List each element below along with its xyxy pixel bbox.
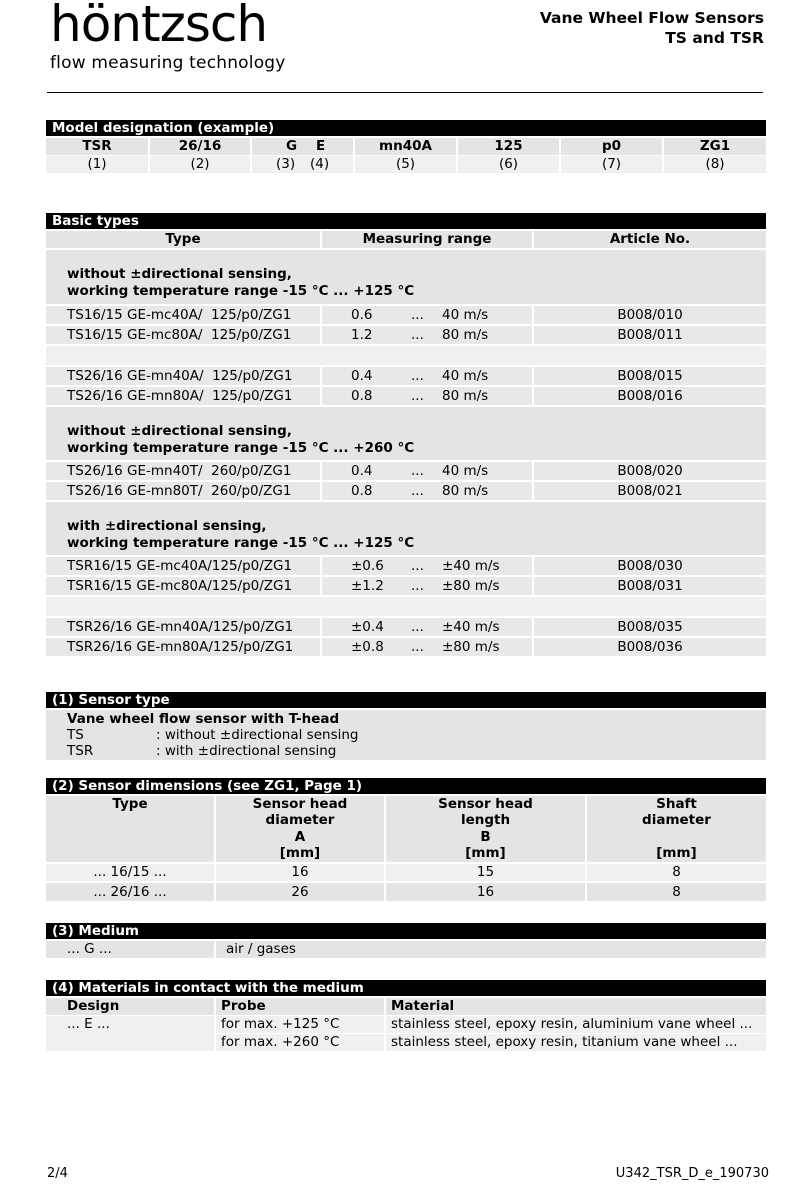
dim-header-line: diameter (265, 812, 335, 829)
range-min: 0.8 (351, 388, 373, 404)
basic-cell-range (322, 638, 532, 656)
basic-cell-range (322, 367, 532, 385)
sensor-type-code: TS (67, 727, 84, 743)
basic-group-header (46, 407, 766, 460)
range-dots: ... (411, 327, 424, 343)
dim-header-line: A (294, 828, 306, 845)
range-min: ±0.4 (351, 619, 384, 635)
range-min: ±0.8 (351, 639, 384, 655)
basic-cell-article: B008/036 (534, 638, 766, 656)
document-id: U342_TSR_D_e_190730 (615, 1166, 769, 1181)
medium-code: ... G ... (46, 941, 214, 958)
model-index: (5) (355, 156, 456, 173)
header-divider (47, 92, 763, 93)
range-max: ±80 m/s (442, 578, 500, 594)
basic-group-line: without ±directional sensing, (67, 266, 292, 282)
model-code-pair (252, 138, 353, 155)
range-dots: ... (411, 368, 424, 384)
sensor-type-desc: : without ±directional sensing (156, 727, 359, 743)
basic-cell-article: B008/016 (534, 387, 766, 405)
dim-header-length (386, 796, 585, 862)
materials-material: stainless steel, epoxy resin, aluminium vane wheel ... (386, 1016, 766, 1033)
range-min: 0.4 (351, 463, 373, 479)
range-max: 40 m/s (442, 368, 489, 384)
range-max: 40 m/s (442, 307, 489, 323)
basic-group-header (46, 250, 766, 304)
materials-header-design: Design (46, 998, 214, 1015)
basic-cell-range (322, 577, 532, 595)
range-max: 80 m/s (442, 327, 489, 343)
basic-spacer-row (46, 597, 766, 616)
dim-header-shaft (587, 796, 766, 862)
basic-cell-type: TS26/16 GE-mn80T/ 260/p0/ZG1 (46, 482, 320, 500)
basic-group-header (46, 502, 766, 555)
model-code: mn40A (355, 138, 456, 155)
model-index-pair (252, 156, 353, 173)
basic-cell-range (322, 326, 532, 344)
range-dots: ... (411, 558, 424, 574)
basic-cell-type: TSR26/16 GE-mn40A/125/p0/ZG1 (46, 618, 320, 636)
basic-cell-article: B008/035 (534, 618, 766, 636)
dim-header-line: length (460, 812, 511, 829)
basic-group-line: without ±directional sensing, (67, 423, 292, 439)
dim-header-line: [mm] (279, 844, 321, 861)
model-index: (4) (310, 156, 330, 172)
basic-cell-type: TSR16/15 GE-mc80A/125/p0/ZG1 (46, 577, 320, 595)
basic-cell-range (322, 462, 532, 480)
basic-cell-article: B008/010 (534, 306, 766, 324)
dimensions-title: (2) Sensor dimensions (see ZG1, Page 1) (46, 778, 766, 794)
dim-header-spacer (587, 829, 766, 845)
sensor-type-code: TSR (67, 743, 94, 759)
materials-probe: for max. +125 °C (216, 1016, 384, 1033)
materials-header-probe: Probe (216, 998, 384, 1015)
medium-desc: air / gases (216, 941, 766, 958)
basic-group-line: working temperature range -15 °C ... +125 °C (67, 283, 415, 299)
dim-cell-a: 16 (216, 864, 384, 881)
basic-cell-type: TS26/16 GE-mn80A/ 125/p0/ZG1 (46, 387, 320, 405)
model-index: (3) (276, 156, 296, 172)
dim-cell-type: ... 26/16 ... (46, 883, 214, 901)
basic-cell-type: TSR16/15 GE-mc40A/125/p0/ZG1 (46, 557, 320, 575)
model-index: (7) (561, 156, 662, 173)
range-min: 0.6 (351, 307, 373, 323)
sensor-type-title: (1) Sensor type (46, 692, 766, 708)
range-dots: ... (411, 463, 424, 479)
document-title-line1: Vane Wheel Flow Sensors (539, 9, 764, 27)
basic-cell-type: TS26/16 GE-mn40T/ 260/p0/ZG1 (46, 462, 320, 480)
range-min: 0.4 (351, 368, 373, 384)
range-dots: ... (411, 483, 424, 499)
basic-cell-range (322, 387, 532, 405)
basic-cell-article: B008/011 (534, 326, 766, 344)
company-logo: höntzsch (50, 0, 268, 53)
dim-header-line: Sensor head (252, 796, 348, 812)
dim-header-line: B (480, 828, 491, 845)
materials-probe: for max. +260 °C (216, 1034, 384, 1051)
basic-spacer-row (46, 346, 766, 365)
dim-cell-type: ... 16/15 ... (46, 864, 214, 881)
basic-header-range: Measuring range (322, 231, 532, 248)
basic-header-article: Article No. (534, 231, 766, 248)
basic-cell-range (322, 482, 532, 500)
range-max: 80 m/s (442, 388, 489, 404)
dim-header-line: Sensor head (438, 796, 533, 812)
range-dots: ... (411, 307, 424, 323)
basic-group-line: with ±directional sensing, (67, 518, 267, 534)
dim-header-line: [mm] (465, 844, 506, 861)
range-min: 0.8 (351, 483, 373, 499)
model-index: (6) (458, 156, 559, 173)
dim-cell-a: 26 (216, 883, 384, 901)
basic-group-line: working temperature range -15 °C ... +125 °C (67, 535, 415, 551)
dim-cell-b: 15 (386, 864, 585, 881)
basic-cell-range (322, 618, 532, 636)
dim-cell-b: 16 (386, 883, 585, 901)
range-min: ±1.2 (351, 578, 384, 594)
range-max: 80 m/s (442, 483, 489, 499)
basic-group-line: working temperature range -15 °C ... +260 °C (67, 440, 415, 456)
model-code: 26/16 (150, 138, 250, 155)
basic-cell-type: TS26/16 GE-mn40A/ 125/p0/ZG1 (46, 367, 320, 385)
dim-header-type (46, 796, 214, 862)
basic-cell-article: B008/021 (534, 482, 766, 500)
dim-header-line: [mm] (656, 844, 697, 861)
basic-cell-article: B008/015 (534, 367, 766, 385)
range-min: 1.2 (351, 327, 373, 343)
basic-cell-article: B008/020 (534, 462, 766, 480)
dim-cell-shaft: 8 (587, 864, 766, 881)
range-max: ±40 m/s (442, 558, 500, 574)
materials-header-material: Material (386, 998, 766, 1015)
basic-cell-type: TSR26/16 GE-mn80A/125/p0/ZG1 (46, 638, 320, 656)
sensor-type-block (46, 710, 766, 760)
basic-cell-type: TS16/15 GE-mc80A/ 125/p0/ZG1 (46, 326, 320, 344)
model-index: (2) (150, 156, 250, 173)
range-min: ±0.6 (351, 558, 384, 574)
range-max: ±80 m/s (442, 639, 500, 655)
dim-header-diameter (216, 796, 384, 862)
range-dots: ... (411, 388, 424, 404)
model-index: (8) (664, 156, 766, 173)
sensor-type-desc: : with ±directional sensing (156, 743, 337, 759)
basic-cell-range (322, 557, 532, 575)
document-title (540, 8, 764, 48)
model-code: E (316, 138, 326, 154)
model-index: (1) (46, 156, 148, 173)
materials-design-code: ... E ... (46, 1016, 214, 1051)
range-max: 40 m/s (442, 463, 489, 479)
materials-title: (4) Materials in contact with the medium (46, 980, 766, 996)
basic-header-type: Type (46, 231, 320, 248)
company-tagline: flow measuring technology (50, 53, 286, 73)
range-dots: ... (411, 639, 424, 655)
range-dots: ... (411, 578, 424, 594)
document-title-line2: TS and TSR (665, 29, 764, 47)
model-code: p0 (561, 138, 662, 155)
model-code: G (286, 138, 298, 154)
basic-cell-range (322, 306, 532, 324)
basic-cell-type: TS16/15 GE-mc40A/ 125/p0/ZG1 (46, 306, 320, 324)
range-max: ±40 m/s (442, 619, 500, 635)
dim-header-line: diameter (642, 812, 711, 829)
materials-material: stainless steel, epoxy resin, titanium vane wheel ... (386, 1034, 766, 1051)
dim-cell-shaft: 8 (587, 883, 766, 901)
dim-header-type-label: Type (112, 796, 148, 812)
model-designation-title: Model designation (example) (46, 120, 766, 136)
basic-cell-article: B008/030 (534, 557, 766, 575)
page-number: 2/4 (47, 1166, 68, 1181)
range-dots: ... (411, 619, 424, 635)
basic-types-title: Basic types (46, 213, 766, 229)
dim-header-line: Shaft (656, 796, 697, 812)
model-code: ZG1 (664, 138, 766, 155)
sensor-type-subtitle: Vane wheel flow sensor with T-head (67, 711, 340, 727)
medium-title: (3) Medium (46, 923, 766, 939)
basic-cell-article: B008/031 (534, 577, 766, 595)
model-code: TSR (46, 138, 148, 155)
model-code: 125 (458, 138, 559, 155)
